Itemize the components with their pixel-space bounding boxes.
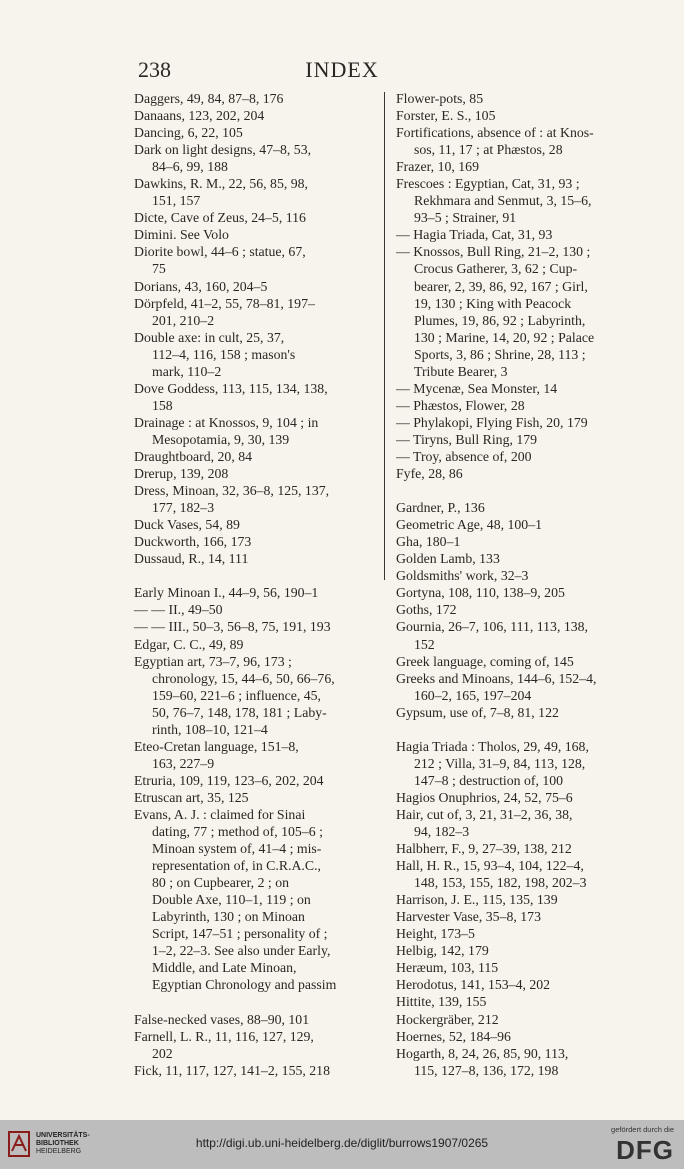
index-line: Hair, cut of, 3, 21, 31–2, 36, 38, <box>396 806 573 822</box>
index-line: Drainage : at Knossos, 9, 104 ; in <box>134 414 319 430</box>
index-line: 159–60, 221–6 ; influence, 45, <box>152 687 321 703</box>
index-line: Dove Goddess, 113, 115, 134, 138, <box>134 380 328 396</box>
index-line: Mesopotamia, 9, 30, 139 <box>152 431 290 447</box>
index-line: 147–8 ; destruction of, 100 <box>414 772 564 788</box>
index-line: Gortyna, 108, 110, 138–9, 205 <box>396 585 565 601</box>
index-line: Hoernes, 52, 184–96 <box>396 1028 511 1044</box>
index-line: 212 ; Villa, 31–9, 84, 113, 128, <box>414 755 586 771</box>
index-line: — — II., 49–50 <box>134 602 223 618</box>
index-spacer <box>134 993 374 1010</box>
index-line: Halbherr, F., 9, 27–39, 138, 212 <box>396 841 572 857</box>
index-line: Frazer, 10, 169 <box>396 159 479 175</box>
index-column-left <box>134 90 374 1079</box>
index-line: Fortifications, absence of : at Knos- <box>396 125 594 141</box>
index-line: Hogarth, 8, 24, 26, 85, 90, 113, <box>396 1045 569 1061</box>
index-line: Dark on light designs, 47–8, 53, <box>134 142 312 158</box>
index-line: Duckworth, 166, 173 <box>134 534 252 550</box>
index-line: Fick, 11, 117, 127, 141–2, 155, 218 <box>134 1062 330 1078</box>
index-line: Geometric Age, 48, 100–1 <box>396 517 542 533</box>
funder-caption: gefördert durch die <box>611 1125 674 1134</box>
index-line: Double axe: in cult, 25, 37, <box>134 329 285 345</box>
index-line: Herodotus, 141, 153–4, 202 <box>396 977 551 993</box>
index-line: 130 ; Marine, 14, 20, 92 ; Palace <box>414 329 595 345</box>
index-line: — Tiryns, Bull Ring, 179 <box>396 431 538 447</box>
index-line: Fyfe, 28, 86 <box>396 466 463 482</box>
index-line: Dancing, 6, 22, 105 <box>134 125 243 141</box>
index-line: 201, 210–2 <box>152 312 215 328</box>
index-line: Frescoes : Egyptian, Cat, 31, 93 ; <box>396 176 580 192</box>
index-line: Harvester Vase, 35–8, 173 <box>396 909 541 925</box>
index-spacer <box>396 482 641 499</box>
index-line: Egyptian Chronology and passim <box>152 977 337 993</box>
index-line: Gha, 180–1 <box>396 534 461 550</box>
document-url[interactable]: http://digi.ub.uni-heidelberg.de/diglit/burrows1907/0265 <box>195 1136 489 1150</box>
index-line: Farnell, L. R., 11, 116, 127, 129, <box>134 1028 314 1044</box>
index-line: — Knossos, Bull Ring, 21–2, 130 ; <box>396 244 591 260</box>
index-line: Egyptian art, 73–7, 96, 173 ; <box>134 653 292 669</box>
index-line: Plumes, 19, 86, 92 ; Labyrinth, <box>414 312 586 328</box>
library-line-1: UNIVERSITÄTS- <box>36 1132 90 1139</box>
index-line: Tribute Bearer, 3 <box>414 363 508 379</box>
index-line: 75 <box>152 261 166 277</box>
index-line: Gardner, P., 136 <box>396 500 485 516</box>
index-line: Helbig, 142, 179 <box>396 943 489 959</box>
index-line: — Mycenæ, Sea Monster, 14 <box>396 380 558 396</box>
index-line: Script, 147–51 ; personality of ; <box>152 926 328 942</box>
index-line: False-necked vases, 88–90, 101 <box>134 1011 310 1027</box>
index-line: Dörpfeld, 41–2, 55, 78–81, 197– <box>134 295 315 311</box>
index-line: Forster, E. S., 105 <box>396 108 496 124</box>
index-spacer <box>396 721 641 738</box>
index-line: Daggers, 49, 84, 87–8, 176 <box>134 91 284 106</box>
index-line: Heræum, 103, 115 <box>396 960 499 976</box>
index-line: Eteo-Cretan language, 151–8, <box>134 738 299 754</box>
index-line: 19, 130 ; King with Peacock <box>414 295 572 311</box>
viewer-footer <box>0 1120 684 1169</box>
index-line: 151, 157 <box>152 193 201 209</box>
index-line: Gournia, 26–7, 106, 111, 113, 138, <box>396 619 588 635</box>
index-line: 202 <box>152 1045 173 1061</box>
index-line: Double Axe, 110–1, 119 ; on <box>152 892 311 908</box>
index-line: dating, 77 ; method of, 105–6 ; <box>152 824 323 840</box>
index-line: rinth, 108–10, 121–4 <box>152 721 268 737</box>
index-line: Duck Vases, 54, 89 <box>134 517 240 533</box>
index-line: 148, 153, 155, 182, 198, 202–3 <box>414 875 587 891</box>
index-line: 152 <box>414 636 435 652</box>
column-divider <box>384 92 385 580</box>
index-line: Minoan system of, 41–4 ; mis- <box>152 841 322 857</box>
index-line: Labyrinth, 130 ; on Minoan <box>152 909 305 925</box>
index-line: Hockergräber, 212 <box>396 1011 499 1027</box>
index-line: Dress, Minoan, 32, 36–8, 125, 137, <box>134 483 330 499</box>
index-line: Greek language, coming of, 145 <box>396 653 574 669</box>
index-line: Height, 173–5 <box>396 926 475 942</box>
index-line: — Troy, absence of, 200 <box>396 448 532 464</box>
index-line: Evans, A. J. : claimed for Sinai <box>134 806 306 822</box>
index-line: 158 <box>152 397 173 413</box>
index-line: 94, 182–3 <box>414 824 470 840</box>
index-line: Greeks and Minoans, 144–6, 152–4, <box>396 670 597 686</box>
index-line: Goths, 172 <box>396 602 457 618</box>
index-line: Dimini. See Volo <box>134 227 229 243</box>
index-line: — Hagia Triada, Cat, 31, 93 <box>396 227 553 243</box>
index-line: Harrison, J. E., 115, 135, 139 <box>396 892 558 908</box>
index-line: 115, 127–8, 136, 172, 198 <box>414 1062 559 1078</box>
index-line: Gypsum, use of, 7–8, 81, 122 <box>396 704 559 720</box>
index-line: 112–4, 116, 158 ; mason's <box>152 346 296 362</box>
index-line: 50, 76–7, 148, 178, 181 ; Laby- <box>152 704 327 720</box>
index-line: Early Minoan I., 44–9, 56, 190–1 <box>134 585 319 601</box>
index-line: bearer, 2, 39, 86, 92, 167 ; Girl, <box>414 278 588 294</box>
index-line: Dicte, Cave of Zeus, 24–5, 116 <box>134 210 306 226</box>
index-line: Golden Lamb, 133 <box>396 551 500 567</box>
index-line: chronology, 15, 44–6, 50, 66–76, <box>152 670 335 686</box>
library-line-3: HEIDELBERG <box>36 1148 82 1155</box>
index-line: Middle, and Late Minoan, <box>152 960 297 976</box>
index-line: Dussaud, R., 14, 111 <box>134 551 249 567</box>
page-title: INDEX <box>305 57 379 82</box>
index-line: 163, 227–9 <box>152 755 215 771</box>
index-line: Dorians, 43, 160, 204–5 <box>134 278 268 294</box>
index-line: 84–6, 99, 188 <box>152 159 228 175</box>
index-line: Sports, 3, 86 ; Shrine, 28, 113 ; <box>414 346 586 362</box>
library-line-2: BIBLIOTHEK <box>36 1140 79 1147</box>
dfg-logo: DFG <box>616 1135 674 1165</box>
index-line: 93–5 ; Strainer, 91 <box>414 210 517 226</box>
index-line: 80 ; on Cupbearer, 2 ; on <box>152 875 290 891</box>
index-line: Hagia Triada : Tholos, 29, 49, 168, <box>396 738 589 754</box>
index-line: Etruscan art, 35, 125 <box>134 789 249 805</box>
index-line: sos, 11, 17 ; at Phæstos, 28 <box>414 142 563 158</box>
index-column-right <box>396 90 641 1079</box>
index-line: Flower-pots, 85 <box>396 91 484 106</box>
index-line: mark, 110–2 <box>152 363 222 379</box>
index-line: Hall, H. R., 15, 93–4, 104, 122–4, <box>396 858 584 874</box>
index-line: Draughtboard, 20, 84 <box>134 448 253 464</box>
index-line: Dawkins, R. M., 22, 56, 85, 98, <box>134 176 308 192</box>
index-line: — Phæstos, Flower, 28 <box>396 397 525 413</box>
index-line: Hittite, 139, 155 <box>396 994 487 1010</box>
index-line: Diorite bowl, 44–6 ; statue, 67, <box>134 244 306 260</box>
index-line: — — III., 50–3, 56–8, 75, 191, 193 <box>134 619 331 635</box>
index-line: Hagios Onuphrios, 24, 52, 75–6 <box>396 789 573 805</box>
index-line: 177, 182–3 <box>152 500 215 516</box>
index-line: Rekhmara and Senmut, 3, 15–6, <box>414 193 592 209</box>
index-line: representation of, in C.R.A.C., <box>152 858 321 874</box>
index-line: Drerup, 139, 208 <box>134 466 229 482</box>
index-spacer <box>134 567 374 584</box>
index-line: Edgar, C. C., 49, 89 <box>134 636 244 652</box>
index-line: Goldsmiths' work, 32–3 <box>396 568 529 584</box>
index-line: 160–2, 165, 197–204 <box>414 687 532 703</box>
page-number: 238 <box>138 57 171 82</box>
index-line: Crocus Gatherer, 3, 62 ; Cup- <box>414 261 578 277</box>
index-line: Danaans, 123, 202, 204 <box>134 108 265 124</box>
index-line: Etruria, 109, 119, 123–6, 202, 204 <box>134 772 324 788</box>
index-line: — Phylakopi, Flying Fish, 20, 179 <box>396 414 588 430</box>
index-line: 1–2, 22–3. See also under Early, <box>152 943 331 959</box>
